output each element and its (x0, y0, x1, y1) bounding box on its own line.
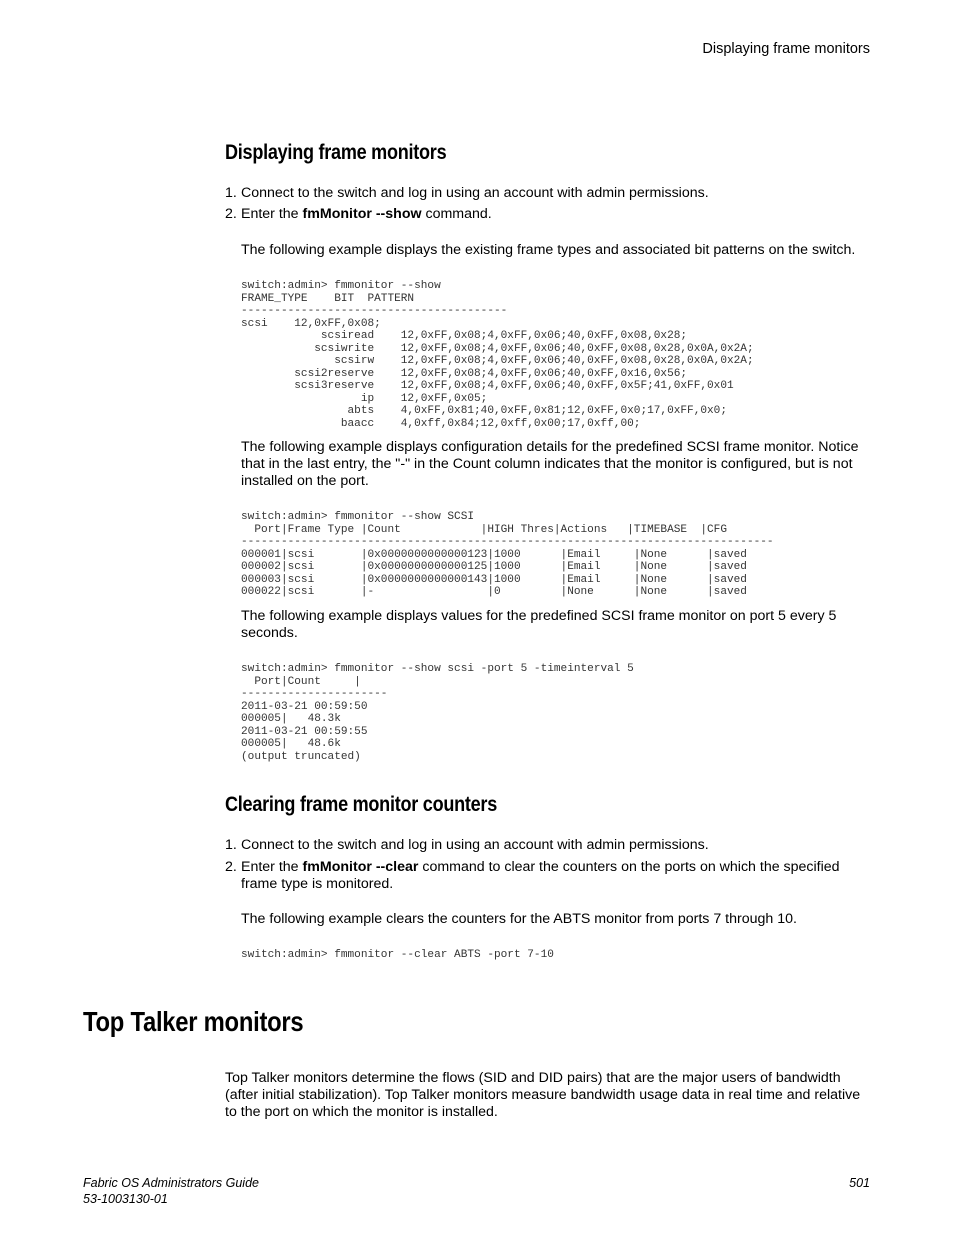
step-number: 1. (225, 837, 237, 853)
document-number: 53-1003130-01 (83, 1192, 168, 1206)
step-1 (225, 185, 865, 202)
command-name: fmMonitor --show (302, 206, 422, 222)
paragraph: The following example displays values for the predefined SCSI frame monitor on port 5 every 5 seconds. (241, 608, 837, 641)
code-block-clear: switch:admin> fmmonitor --clear ABTS -port 7-10 (241, 949, 554, 961)
step-text-post: command. (421, 206, 492, 222)
section-heading-displaying-frame-monitors: Displaying frame monitors (225, 141, 447, 164)
guide-title: Fabric OS Administrators Guide (83, 1176, 259, 1190)
step-number: 2. (225, 859, 237, 875)
step-text-pre: Enter the (241, 859, 303, 875)
running-header: Displaying frame monitors (702, 41, 870, 57)
paragraph: The following example clears the counters for the ABTS monitor from ports 7 through 10. (241, 911, 797, 927)
command-name: fmMonitor --clear (302, 859, 419, 875)
step-text-post: command to clear the counters on the ports on which the specified frame type is monitored. (241, 859, 840, 892)
step-2 (225, 206, 865, 223)
chapter-heading-top-talker-monitors: Top Talker monitors (83, 1006, 304, 1037)
footer-left (83, 1175, 259, 1207)
section-heading-clearing-counters: Clearing frame monitor counters (225, 793, 497, 816)
step-text: Connect to the switch and log in using an account with admin permissions. (241, 837, 709, 853)
step-number: 2. (225, 206, 237, 222)
step-number: 1. (225, 185, 237, 201)
code-block-show-port: switch:admin> fmmonitor --show scsi -port 5 -timeinterval 5 Port|Count | ---------------------- 2011-03-21 00:59:50 000005| 48.3k 2011-03-21 00:59:55 000005| 48.6k (output truncated) (241, 663, 634, 763)
paragraph: Top Talker monitors determine the flows (SID and DID pairs) that are the major users of bandwidth (after initial stabilization). Top Talker monitors measure bandwidth usage data in real time and relative to the port on which the monitor is installed. (225, 1070, 861, 1120)
code-block-show: switch:admin> fmmonitor --show FRAME_TYPE BIT PATTERN ---------------------------------------- scsi 12,0xFF,0x08; scsiread 12,0xFF,0x08;4,0xFF,0x06;40,0xFF,0x08,0x28; scsiwrite 12,0xFF,0x08;4,0xFF,0x06;40,0xFF,0x08,0x28,0x0A,0x2A; scsirw 12,0xFF,0x08;4,0xFF,0x06;40,0xFF,0x08,0x28,0x0A,0x2A; scsi2reserve 12,0xFF,0x08;4,0xFF,0x06;40,0xFF,0x16,0x56; scsi3reserve 12,0xFF,0x08;4,0xFF,0x06;40,0xFF,0x5F;41,0xFF,0x01 ip 12,0xFF,0x05; abts 4,0xFF,0x81;40,0xFF,0x81;12,0xFF,0x0;17,0xFF,0x0; baacc 4,0xff,0x84;12,0xff,0x00;17,0xff,00; (241, 280, 754, 430)
code-block-show-scsi: switch:admin> fmmonitor --show SCSI Port|Frame Type |Count |HIGH Thres|Actions |TIMEBASE |CFG -------------------------------------------------------------------------------- 000001|scsi |0x0000000000000123|1000 |Email |None |saved 000002|scsi |0x0000000000000125|1000 |Email |None |saved 000003|scsi |0x0000000000000143|1000 |Email |None |saved 000022|scsi |- |0 |None |None |saved (241, 511, 774, 598)
paragraph: The following example displays configuration details for the predefined SCSI frame monitor. Notice that in the last entry, the "-" in the Count column indicates that the monitor is configured, but is not installed on the port. (241, 439, 859, 489)
step-2 (225, 859, 850, 893)
step-text-pre: Enter the (241, 206, 303, 222)
step-1 (225, 837, 865, 854)
paragraph: The following example displays the existing frame types and associated bit patterns on the switch. (241, 242, 856, 258)
step-text: Connect to the switch and log in using an account with admin permissions. (241, 185, 709, 201)
page-number: 501 (849, 1176, 870, 1190)
